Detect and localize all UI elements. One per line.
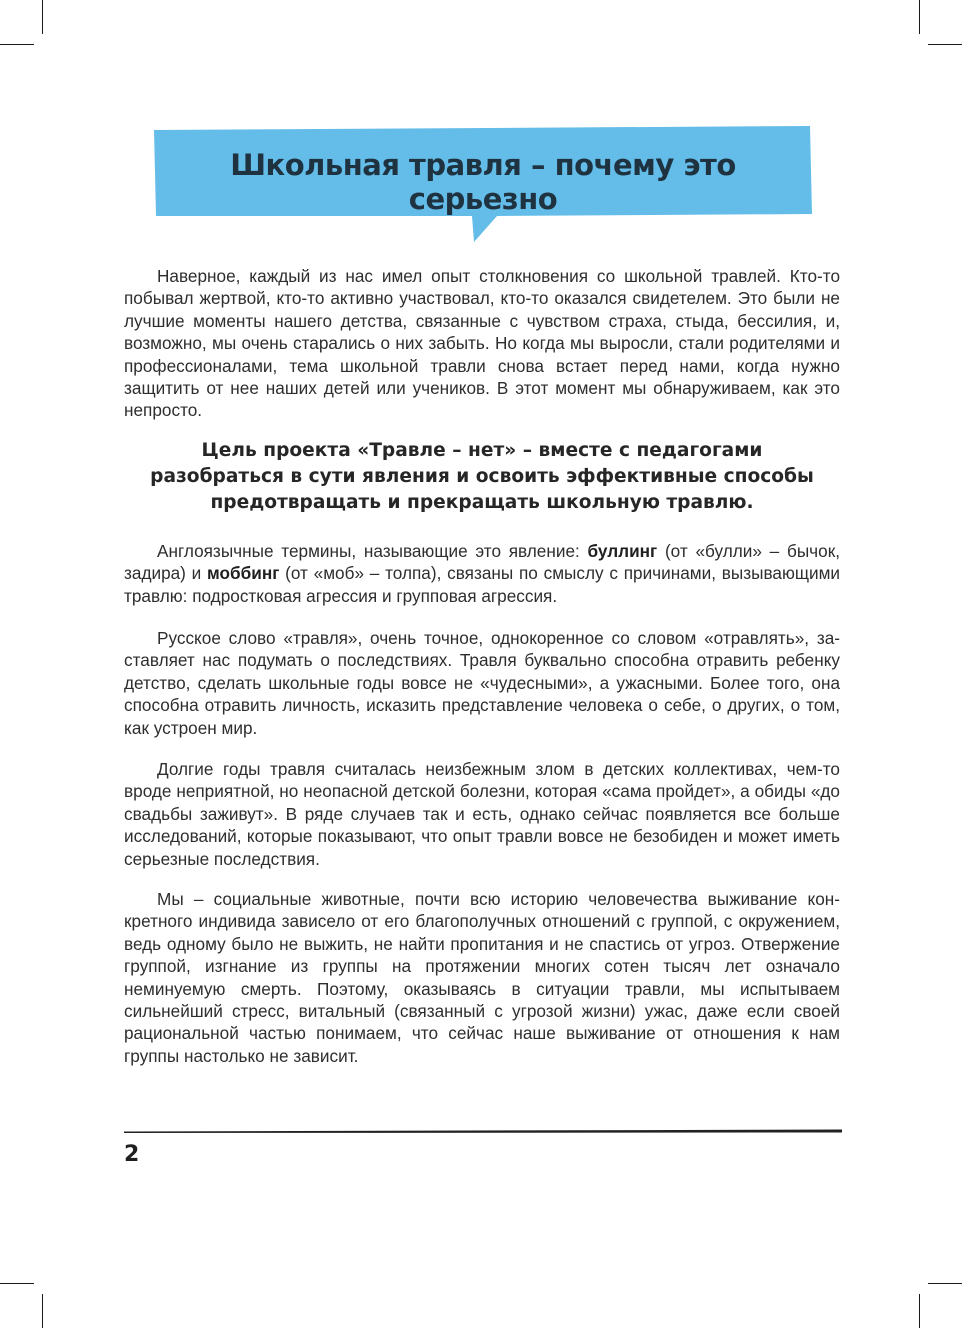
terms-paragraph-block [124, 540, 840, 607]
crop-mark [42, 0, 43, 34]
text-run: Англоязычные термины, называющие это явление: [157, 541, 588, 561]
goal-line: разобраться в сути явления и освоить эффективные способы [150, 466, 814, 487]
crop-mark [919, 0, 920, 34]
history-paragraph: Долгие годы травля считалась неизбежным злом в детских коллективах, чем-то вроде неприятной, но неопасной детской болезни, которая «сама пройдет», а обиды «до свадьбы заживут». В ряде случаев так и есть, однако сейчас появляется все больше исследований, которые показывают, что опыт травли вовсе не безобиден и может иметь серьезные последствия. [124, 759, 840, 869]
project-goal-statement [124, 438, 840, 516]
intro-paragraph-block [124, 265, 840, 422]
page-number: 2 [124, 1142, 140, 1167]
terms-paragraph [124, 540, 840, 607]
page-title: Школьная травля – почему это серьезно [230, 148, 736, 216]
crop-mark [928, 1283, 962, 1284]
crop-mark [928, 44, 962, 45]
goal-line: предотвращать и прекращать школьную травлю. [210, 492, 754, 513]
consequences-paragraph: Русское слово «травля», очень точное, однокоренное со словом «отравлять», заставляет нас подумать о последствиях. Травля буквально способна отравить ребенку детство, сделать школьные годы вовсе не «чудесными», а ужасными. Более того, она способна отравить личность, исказить представление человека о себе, о других, о том, как устроен мир. [124, 628, 840, 738]
text-run: (от «моб» – толпа), связаны по смыслу с причинами, вызывающими травлю: подростковая агрессия и групповая агрессия. [124, 563, 841, 606]
crop-mark [0, 1283, 34, 1284]
crop-mark [0, 44, 34, 45]
footer-rule [124, 1128, 842, 1134]
term-mobbing: моббинг [207, 563, 280, 584]
crop-mark [919, 1294, 920, 1328]
social-paragraph-block [124, 888, 840, 1067]
crop-mark [42, 1294, 43, 1328]
consequences-paragraph-block [124, 627, 840, 739]
history-paragraph-block [124, 758, 840, 870]
title-banner [152, 126, 814, 244]
social-paragraph: Мы – социальные животные, почти всю историю человечества выживание конкретного индивида зависело от его благополучных отношений с группой, с окружением, ведь одному было не выжить, не найти пропитания и не спастись от угроз. Отвержение группой, изгнание из группы на протяжении многих сотен тысяч лет означало неминуемую смерть. Поэтому, оказываясь в ситуации травли, мы испытываем сильнейший стресс, витальный (связанный с угрозой жизни) ужас, даже если своей рациональной частью понимаем, что сейчас наше выживание от отношения к нам группы настолько не зависит. [124, 889, 840, 1066]
text-run: (от «булли» – бычок, задира) и [124, 541, 840, 584]
term-bullying: буллинг [587, 541, 658, 561]
goal-line: Цель проекта «Травле – нет» – вместе с педагогами [201, 440, 763, 461]
intro-paragraph: Наверное, каждый из нас имел опыт столкновения со школьной травлей. Кто-то побывал жертвой, кто-то активно участвовал, кто-то оказался свидетелем. Это были не лучшие моменты нашего детства, связанные с чувством страха, стыда, бессилия, и, возможно, мы очень старались о них забыть. Но когда мы выросли, стали родителями и профессионалами, тема школьной травли снова встает перед нами, когда нужно защитить от нее наших детей или учеников. В этот момент мы обнаруживаем, как это непросто. [124, 266, 840, 421]
